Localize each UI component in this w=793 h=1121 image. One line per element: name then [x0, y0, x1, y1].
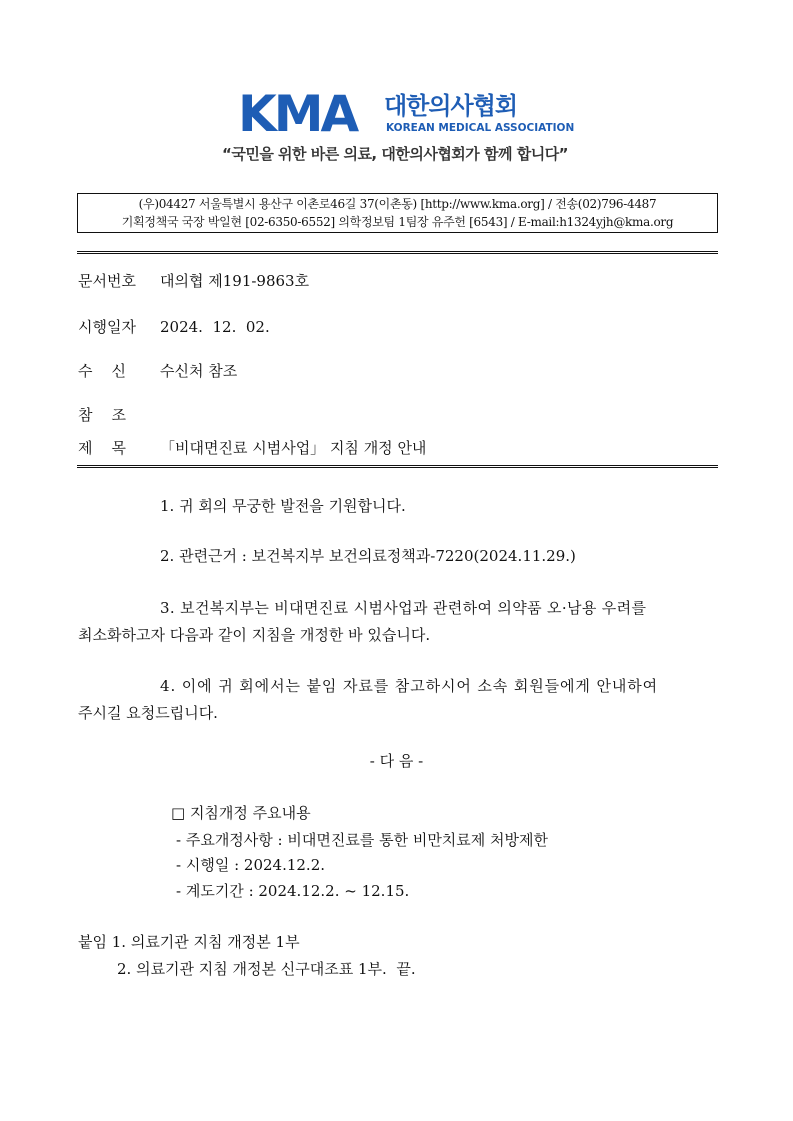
paragraph-4-line-1: 4. 이에 귀 회에서는 붙임 자료를 참고하시어 소속 회원들에게 안내하여 [160, 677, 659, 695]
next-heading: - 다 음 - [369, 752, 424, 770]
subject-label: 제 목 [78, 439, 127, 457]
paragraph-3-line-2: 최소화하고자 다음과 같이 지침을 개정한 바 있습니다. [78, 626, 431, 644]
doc-number-label: 문서번호 [78, 272, 136, 290]
recipient-value: 수신처 참조 [160, 362, 238, 380]
address-line-1: (우)04427 서울특별시 용산구 이촌로46길 37(이촌동) [http://www.kma.org] / 전송(02)796-4487 [138, 197, 657, 211]
paragraph-3-line-1: 3. 보건복지부는 비대면진료 시범사업과 관련하여 의약품 오·남용 우려를 [160, 599, 647, 617]
reference-row [78, 404, 160, 425]
bullet-main-change: - 주요개정사항 : 비대면진료를 통한 비만치료제 처방제한 [176, 831, 549, 849]
paragraph-2: 2. 관련근거 : 보건복지부 보건의료정책과-7220(2024.11.29.) [160, 547, 576, 565]
doc-number-row [78, 270, 309, 291]
paragraph-4-line-2: 주시길 요청드립니다. [78, 704, 218, 722]
attachment-1: 붙임 1. 의료기관 지침 개정본 1부 [78, 933, 300, 951]
doc-number: 대의협 제191-9863호 [160, 272, 310, 290]
reference-label: 참 조 [78, 406, 127, 424]
top-divider [77, 251, 718, 254]
logo-letters: KMA [238, 85, 357, 143]
recipient-label: 수 신 [78, 362, 127, 380]
address-box [77, 193, 718, 233]
bullet-guidance-period: - 계도기간 : 2024.12.2. ~ 12.15. [176, 882, 410, 900]
org-name-korean: 대한의사협회 [384, 92, 518, 120]
subject-row [78, 437, 426, 458]
subject-value: 「비대면진료 시범사업」 지침 개정 안내 [160, 439, 427, 457]
kma-logo [238, 85, 575, 143]
org-name-english: KOREAN MEDICAL ASSOCIATION [386, 122, 575, 134]
recipient-row [78, 360, 237, 381]
slogan: “국민을 위한 바른 의료, 대한의사협회가 함께 합니다” [222, 145, 569, 163]
date-label: 시행일자 [78, 318, 136, 336]
bullet-effective-date: - 시행일 : 2024.12.2. [176, 856, 326, 874]
address-line-2: 기획정책국 국장 박일현 [02-6350-6552] 의학정보팀 1팀장 유주헌 [6543] / E-mail:h1324yjh@kma.org [121, 215, 674, 229]
subject-divider [77, 465, 718, 468]
date-value: 2024. 12. 02. [160, 318, 270, 336]
attachment-2: 2. 의료기관 지침 개정본 신구대조표 1부. 끝. [117, 960, 416, 978]
paragraph-1: 1. 귀 회의 무궁한 발전을 기원합니다. [160, 497, 406, 515]
date-row [78, 316, 270, 337]
section-title: □ 지침개정 주요내용 [171, 804, 311, 822]
